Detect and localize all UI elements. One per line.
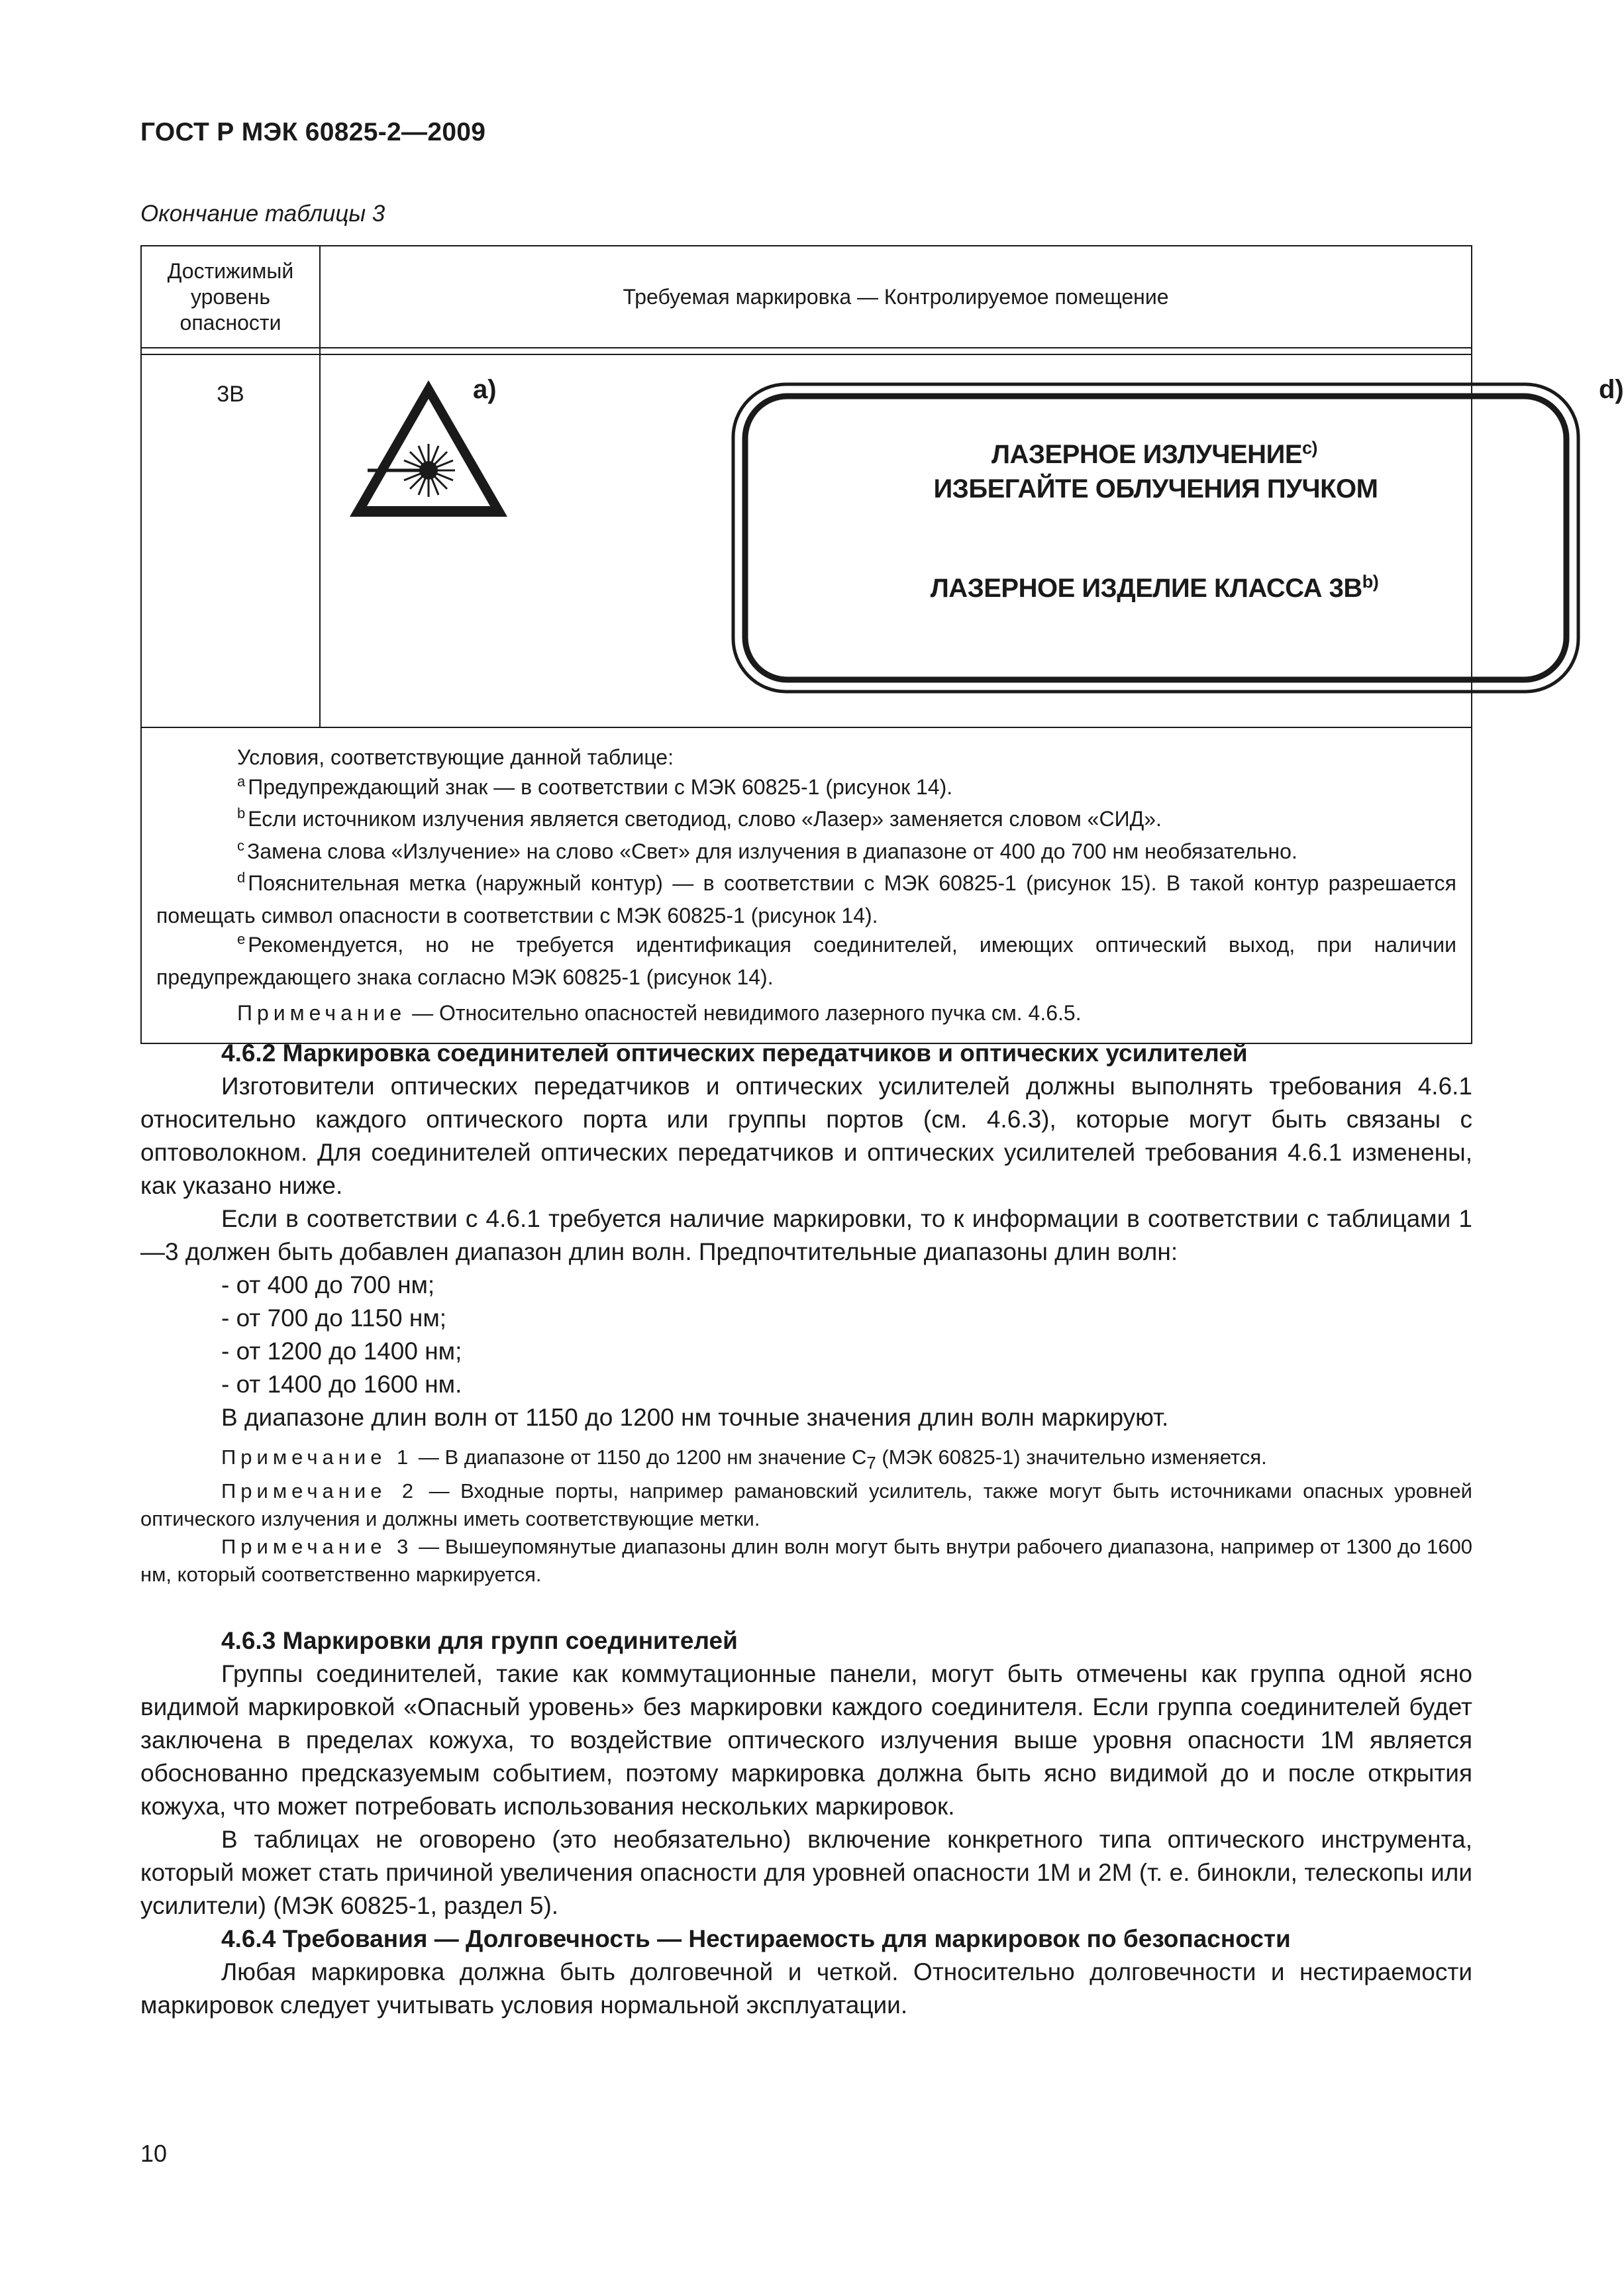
explanatory-label-outline: [731, 382, 1581, 694]
table-notes-row: [141, 727, 1472, 1043]
table-header-row: [141, 246, 1472, 348]
note-1: Примечание 1 — В диапазоне от 1150 до 1200 нм значение $C_7$ (МЭК 60825-1) значительно изменяется.: [221, 1446, 1267, 1473]
section-4-6-4: [140, 1923, 1472, 2022]
wavelength-list: [140, 1269, 1472, 1401]
paragraph: Группы соединителей, такие как коммутационные панели, могут быть отмечены как группа одной ясно видимой маркировкой «Опасный уровень» без маркировки каждого соединителя. Если группа соединителей будет заключена в пределах кожуха, то воздействие оптического излучения выше уровня опасности 1М является обоснованно предсказуемым событием, поэтому маркировка должна быть ясно видимой до и после открытия кожуха, что может потребовать использования нескольких маркировок.: [140, 1660, 1472, 1820]
paragraph: В таблицах не оговорено (это необязательно) включение конкретного типа оптического инструмента, который может стать причиной увеличения опасности для уровней опасности 1М и 2М (т. е. бинокли, телескопы или усилители) (МЭК 60825-1, раздел 5).: [140, 1826, 1472, 1919]
marking-cell: [320, 354, 1624, 727]
section-4-6-2: [140, 1037, 1472, 1589]
paragraph: В диапазоне длин волн от 1150 до 1200 нм точные значения длин волн маркируют.: [221, 1404, 1169, 1431]
list-item: - от 1400 до 1600 нм.: [221, 1371, 462, 1398]
section-title: 4.6.2 Маркировка соединителей оптических передатчиков и оптических усилителей: [221, 1039, 1248, 1067]
warning-line-2: ИЗБЕГАЙТЕ ОБЛУЧЕНИЯ ПУЧКОМ: [933, 474, 1378, 503]
footnote-b: $^b$ Если источником излучения является светодиод, слово «Лазер» заменяется словом «СИД».: [237, 805, 1162, 831]
table-row-3b: [141, 354, 1472, 727]
header-separator: [141, 348, 1472, 354]
notes-cell: [141, 727, 1472, 1043]
warning-line-3: ЛАЗЕРНОЕ ИЗДЕЛИЕ КЛАССА $3В^{b)}$: [930, 572, 1379, 603]
paragraph: Любая маркировка должна быть долговечной и четкой. Относительно долговечности и нестираемости маркировок следует учитывать условия нормальной эксплуатации.: [140, 1958, 1472, 2019]
header-marking: Требуемая маркировка — Контролируемое помещение: [320, 246, 1472, 348]
header-level: [141, 246, 320, 348]
page-number: 10: [140, 2140, 168, 2167]
header-level-line: уровень: [190, 284, 270, 309]
list-item: - от 700 до 1150 нм;: [221, 1304, 447, 1332]
header-level-line: Достижимый: [167, 258, 294, 283]
section-4-6-3: [140, 1624, 1472, 1923]
table-3: [140, 245, 1624, 1044]
list-item: - от 400 до 700 нм;: [221, 1271, 435, 1298]
label-d: d): [1599, 375, 1624, 404]
note-3: Примечание 3 — Вышеупомянутые диапазоны длин волн могут быть внутри рабочего диапазона, например от 1300 до 1600 нм, который соответственно маркируется.: [140, 1535, 1472, 1587]
paragraph: Если в соответствии с 4.6.1 требуется наличие маркировки, то к информации в соответствии с таблицами 1—3 должен быть добавлен диапазон длин волн. Предпочтительные диапазоны длин волн:: [140, 1205, 1472, 1265]
footnote-d: $^d$ Пояснительная метка (наружный контур) — в соответствии с МЭК 60825-1 (рисунок 15). В такой контур разрешается помещать символ опасности в соответствии с МЭК 60825-1 (рисунок 14).: [156, 869, 1456, 927]
section-title: 4.6.4 Требования — Долговечность — Нестираемость для маркировок по безопасности: [221, 1925, 1291, 1952]
footnote-e: $^e$ Рекомендуется, но не требуется идентификация соединителей, имеющих оптический выход, при наличии предупреждающего знака согласно МЭК 60825-1 (рисунок 14).: [156, 931, 1456, 989]
warning-line-1: ЛАЗЕРНОЕ ИЗЛУЧЕНИЕ$^{c)}$: [991, 438, 1318, 469]
notes-intro: Условия, соответствующие данной таблице:: [237, 745, 674, 769]
label-a: а): [473, 375, 497, 404]
level-value: 3В: [141, 354, 320, 727]
paragraph: Изготовители оптических передатчиков и оптических усилителей должны выполнять требования 4.6.1 относительно каждого оптического порта или группы портов (см. 4.6.3), которые могут быть связаны с оптоволокном. Для соединителей оптических передатчиков и оптических усилителей требования 4.6.1 изменены, как указано ниже.: [140, 1073, 1472, 1199]
table-note: Примечание — Относительно опасностей невидимого лазерного пучка см. 4.6.5.: [237, 1001, 1082, 1025]
list-item: - от 1200 до 1400 нм;: [221, 1338, 462, 1365]
document-header: ГОСТ Р МЭК 60825-2—2009: [140, 118, 486, 146]
note-2: Примечание 2 — Входные порты, например рамановский усилитель, также могут быть источниками опасных уровней оптического излучения и должны иметь соответствующие метки.: [140, 1479, 1472, 1531]
footnote-a: $^a$ Предупреждающий знак — в соответствии с МЭК 60825-1 (рисунок 14).: [237, 772, 953, 799]
header-level-line: опасности: [179, 310, 281, 335]
table-caption: Окончание таблицы 3: [140, 201, 385, 227]
section-notes: [140, 1444, 1472, 1589]
section-title: 4.6.3 Маркировки для групп соединителей: [221, 1627, 738, 1654]
footnote-c: $^c$ Замена слова «Излучение» на слово «Свет» для излучения в диапазоне от 400 до 700 нм необязательно.: [237, 837, 1297, 863]
